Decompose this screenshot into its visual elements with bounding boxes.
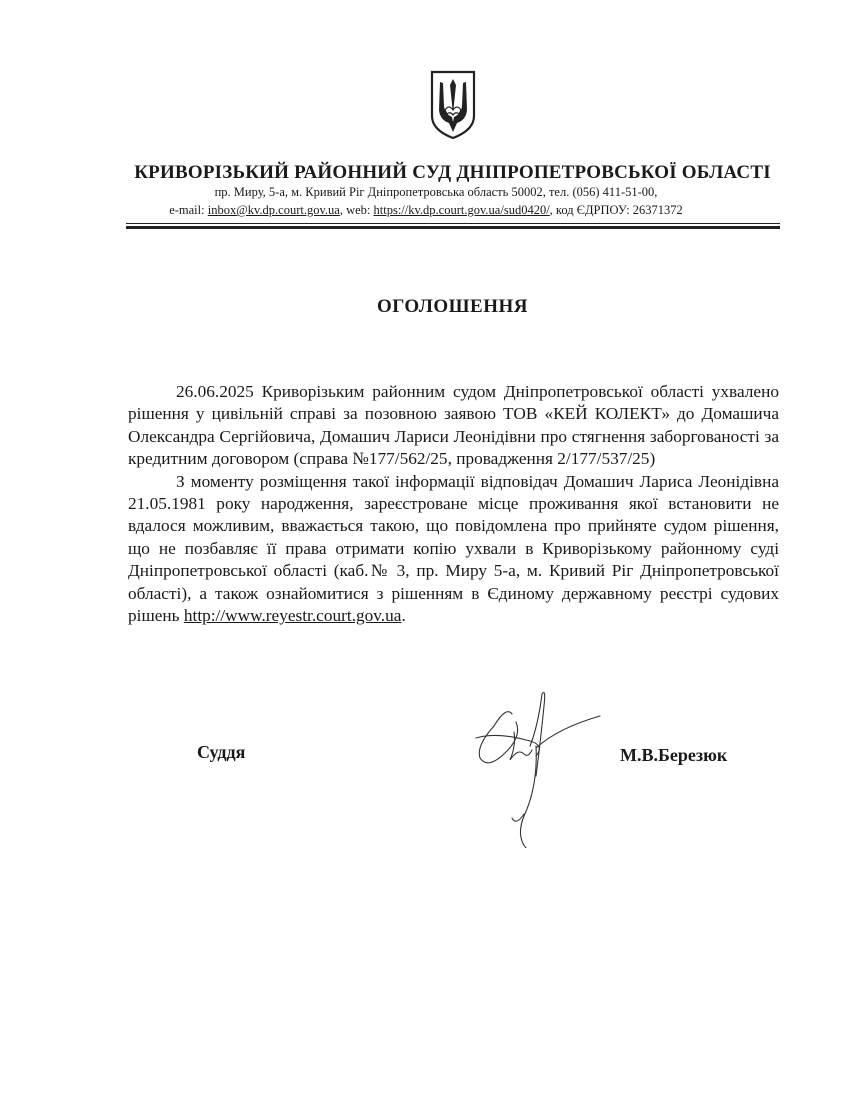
- email-link[interactable]: inbox@kv.dp.court.gov.ua: [207, 203, 340, 217]
- paragraph-decision: 26.06.2025 Криворізьким районним судом Дніпропетровської області ухвалено рішення у цивільній справі за позовною заявою ТОВ «КЕЙ КОЛЕКТ» до Домашича Олександра Сергійовича, Домашич Лариси Леонідівни про стягнення заборгованості за кредитним договором (справа №177/562/25, провадження 2/177/537/25): [128, 382, 779, 469]
- web-prefix: , web:: [339, 203, 374, 217]
- document-title: ОГОЛОШЕННЯ: [377, 296, 528, 317]
- court-address: пр. Миру, 5-а, м. Кривий Ріг Дніпропетровська область 50002, тел. (056) 411-51-00,: [214, 185, 658, 199]
- header-divider-thin: [126, 223, 780, 224]
- court-contacts: [0, 203, 852, 218]
- judge-label: Суддя: [197, 742, 246, 762]
- paragraph-notice-text: З моменту розміщення такої інформації відповідач Домашич Лариса Леонідівна 21.05.1981 року народження, зареєстроване місце проживання якої встановити не вдалося можливим, вважається такою, що повідомлена про прийняте судом рішення, що не позбавляє її права отримати копію ухвали в Криворізькому районному суді Дніпропетровської області (каб.№ 3, пр. Миру 5-а, м. Кривий Ріг Дніпропетровської області), а також ознайомитися з рішенням в Єдиному державному реєстрі судових рішень: [128, 471, 779, 626]
- judge-name: М.В.Березюк: [620, 745, 728, 765]
- edrpou-code: , код ЄДРПОУ: 26371372: [549, 203, 683, 217]
- handwritten-signature-icon: [466, 686, 606, 848]
- court-name: КРИВОРІЗЬКИЙ РАЙОННИЙ СУД ДНІПРОПЕТРОВСЬКОЇ ОБЛАСТІ: [134, 162, 771, 183]
- header-divider-thick: [126, 226, 780, 229]
- paragraph-notice: [128, 471, 779, 628]
- email-prefix: e-mail:: [169, 203, 208, 217]
- paragraph-notice-end: .: [401, 606, 406, 626]
- announcement-body: [128, 381, 779, 627]
- web-link[interactable]: https://kv.dp.court.gov.ua/sud0420/: [373, 203, 550, 217]
- registry-link[interactable]: http://www.reyestr.court.gov.ua: [183, 606, 402, 626]
- ukraine-trident-icon: [429, 70, 477, 140]
